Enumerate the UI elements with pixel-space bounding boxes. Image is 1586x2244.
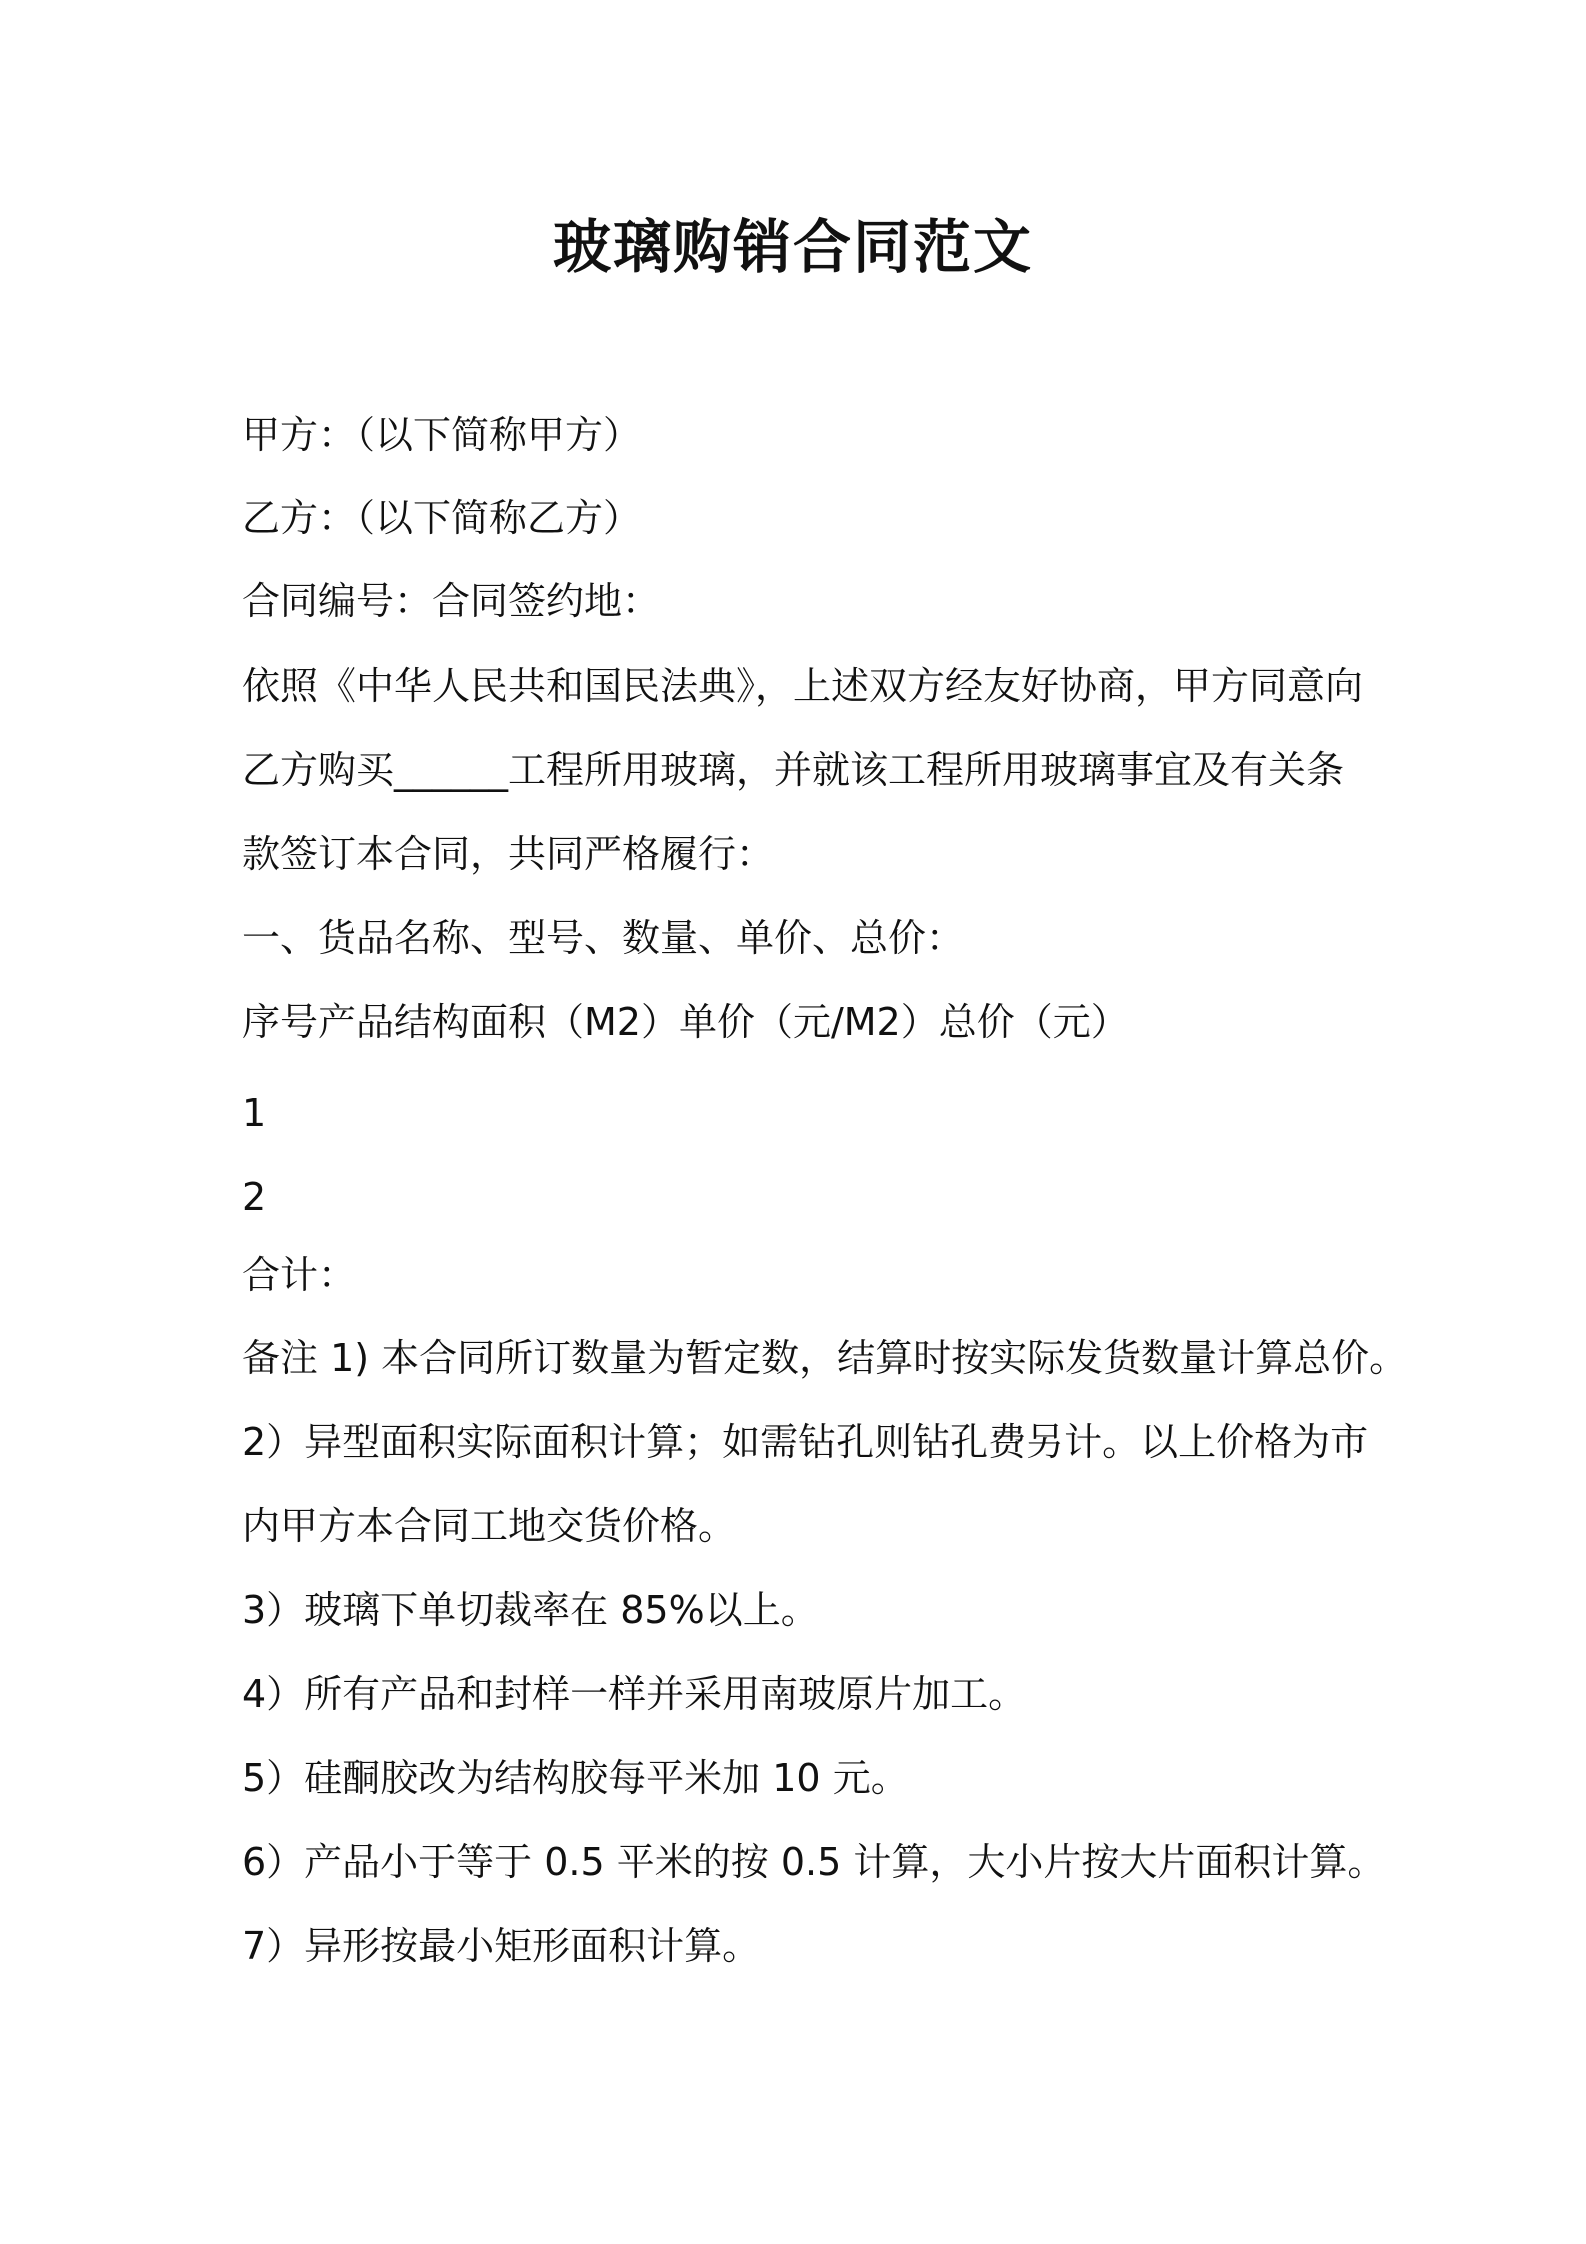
intro-paragraph-line-1: 依照《中华人民共和国民法典》，上述双方经友好协商，甲方同意向 xyxy=(242,664,1364,708)
section-heading: 一、货品名称、型号、数量、单价、总价： xyxy=(242,916,965,960)
note-2-line-1: 2）异型面积实际面积计算；如需钻孔则钻孔费另计。以上价格为市 xyxy=(242,1420,1369,1464)
table-header-line: 序号产品结构面积（M2）单价（元/M2）总价（元） xyxy=(242,1000,1129,1044)
table-row-2: 2 xyxy=(242,1175,267,1219)
contract-number-line: 合同编号：合同签约地： xyxy=(242,579,661,623)
note-5: 5）硅酮胶改为结构胶每平米加 10 元。 xyxy=(242,1756,909,1800)
note-3: 3）玻璃下单切裁率在 85%以上。 xyxy=(242,1588,819,1632)
party-a-line: 甲方：（以下简称甲方） xyxy=(242,413,642,457)
note-6: 6）产品小于等于 0.5 平米的按 0.5 计算，大小片按大片面积计算。 xyxy=(242,1840,1386,1884)
note-7: 7）异形按最小矩形面积计算。 xyxy=(242,1924,761,1968)
note-4: 4）所有产品和封样一样并采用南玻原片加工。 xyxy=(242,1672,1027,1716)
total-line: 合计： xyxy=(242,1253,357,1297)
intro-paragraph-line-2: 乙方购买______工程所用玻璃，并就该工程所用玻璃事宜及有关条 xyxy=(242,748,1345,792)
party-b-line: 乙方：（以下简称乙方） xyxy=(242,496,642,540)
note-1: 备注 1) 本合同所订数量为暂定数，结算时按实际发货数量计算总价。 xyxy=(242,1336,1408,1380)
document-title: 玻璃购销合同范文 xyxy=(552,213,1033,281)
note-2-line-2: 内甲方本合同工地交货价格。 xyxy=(242,1504,737,1548)
intro-paragraph-line-3: 款签订本合同，共同严格履行： xyxy=(242,832,775,876)
table-row-1: 1 xyxy=(242,1091,267,1135)
